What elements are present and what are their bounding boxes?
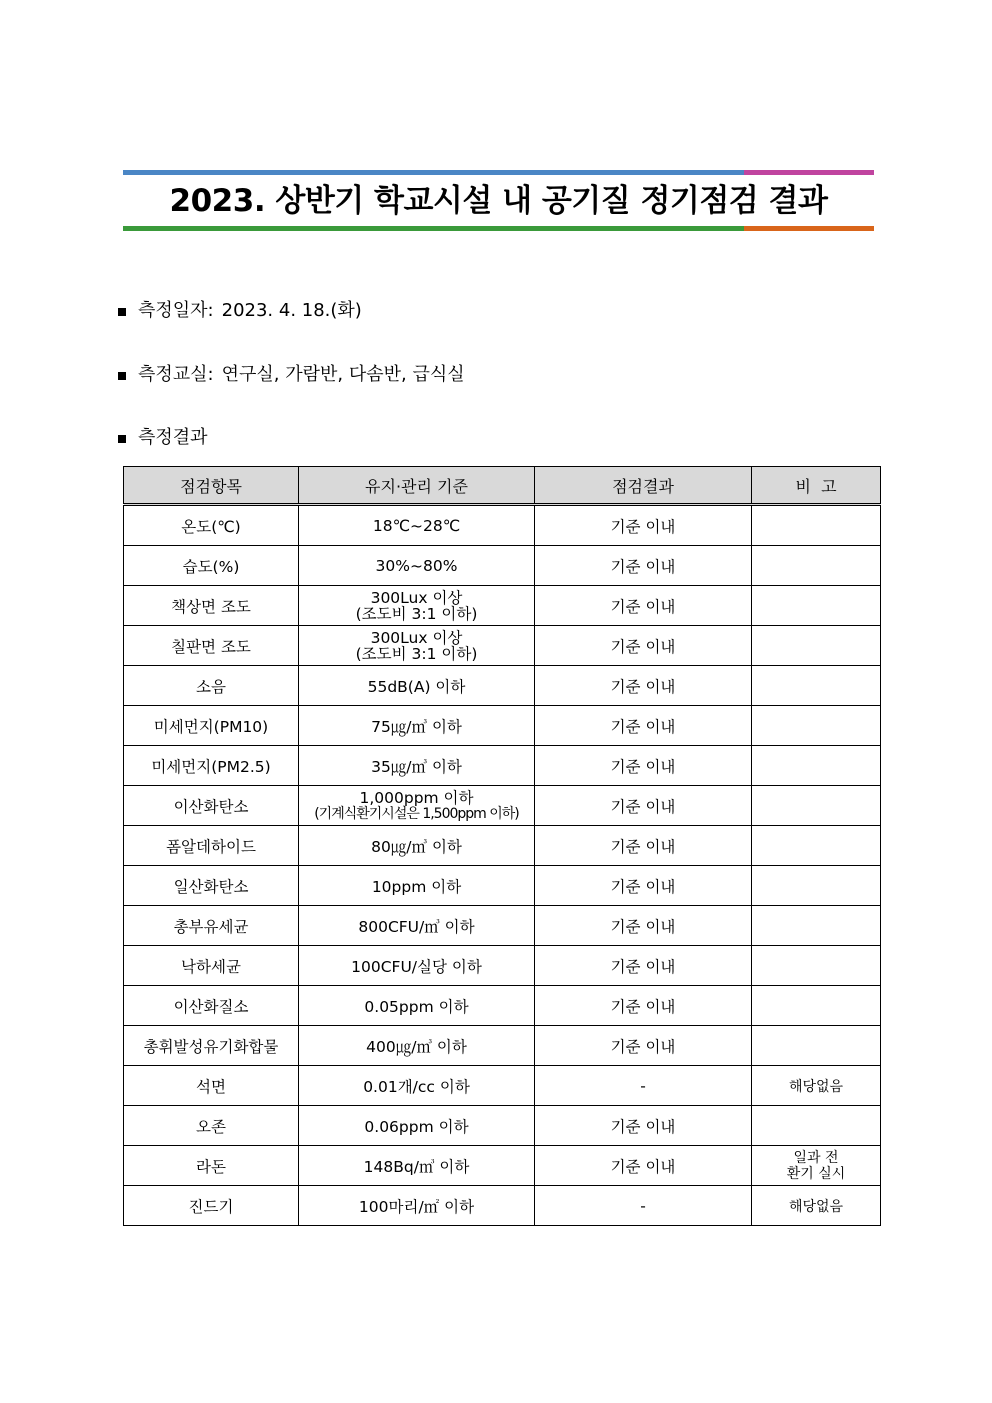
cell-result [535, 546, 752, 586]
cell-standard [299, 1146, 535, 1186]
cell-note [752, 906, 881, 946]
standard-subtext: (기계식환기시설은 1,500ppm 이하) [314, 805, 519, 822]
date-value: 2023. 4. 18.(화) [221, 300, 362, 321]
result-text: 기준 이내 [610, 997, 676, 1016]
cell-note [752, 666, 881, 706]
item-text: 미세먼지(PM2.5) [151, 757, 271, 776]
rooms-value: 연구실, 가람반, 다솜반, 급식실 [221, 364, 465, 385]
standard-text: 400㎍/㎥ 이하 [366, 1037, 467, 1056]
title-bottom-bar [123, 226, 874, 231]
result-text: 기준 이내 [610, 637, 676, 656]
cell-item [124, 706, 299, 746]
table-row [124, 505, 881, 546]
cell-note [752, 505, 881, 546]
table-row [124, 1026, 881, 1066]
results-label: 측정결과 [138, 427, 208, 448]
table-row [124, 946, 881, 986]
table-row [124, 906, 881, 946]
result-text: 기준 이내 [610, 557, 676, 576]
result-text: 기준 이내 [610, 877, 676, 896]
result-text: 기준 이내 [610, 1117, 676, 1136]
note-text: 일과 전 [793, 1149, 839, 1166]
top-bar-blue [123, 170, 744, 175]
cell-result [535, 1186, 752, 1226]
cell-note [752, 626, 881, 666]
standard-text: 80㎍/㎥ 이하 [371, 837, 462, 856]
result-text: 기준 이내 [610, 717, 676, 736]
standard-text: 55dB(A) 이하 [367, 677, 466, 696]
standard-text: 10ppm 이하 [371, 877, 462, 896]
result-text: 기준 이내 [610, 797, 676, 816]
item-text: 책상면 조도 [171, 597, 251, 616]
standard-text: 148Bq/㎥ 이하 [363, 1157, 470, 1176]
cell-standard [299, 946, 535, 986]
cell-result [535, 746, 752, 786]
results-table [123, 466, 881, 1226]
cell-note [752, 1186, 881, 1226]
item-text: 칠판면 조도 [171, 637, 251, 656]
table-row [124, 1146, 881, 1186]
cell-item [124, 946, 299, 986]
bottom-bar-green [123, 226, 744, 231]
item-text: 일산화탄소 [173, 877, 249, 896]
cell-note [752, 706, 881, 746]
cell-result [535, 1026, 752, 1066]
cell-item [124, 786, 299, 826]
cell-note [752, 1106, 881, 1146]
page-title: 2023. 상반기 학교시설 내 공기질 정기점검 결과 [169, 183, 828, 219]
cell-item [124, 866, 299, 906]
cell-note [752, 1066, 881, 1106]
note-text: 해당없음 [788, 1198, 844, 1215]
item-text: 미세먼지(PM10) [153, 717, 269, 736]
result-text: 기준 이내 [610, 837, 676, 856]
square-bullet-icon [118, 435, 126, 443]
result-text: 기준 이내 [610, 757, 676, 776]
cell-note [752, 586, 881, 626]
result-text: 기준 이내 [610, 917, 676, 936]
cell-note [752, 866, 881, 906]
cell-result [535, 1066, 752, 1106]
cell-result [535, 666, 752, 706]
cell-item [124, 826, 299, 866]
cell-note [752, 1026, 881, 1066]
cell-standard [299, 546, 535, 586]
standard-text: 300Lux 이상 [370, 588, 463, 607]
title-top-bar [123, 170, 874, 175]
cell-item [124, 666, 299, 706]
item-text: 폼알데하이드 [166, 837, 256, 856]
rooms-label: 측정교실: [138, 364, 214, 385]
cell-standard [299, 746, 535, 786]
table-row [124, 546, 881, 586]
cell-standard [299, 706, 535, 746]
cell-standard [299, 1026, 535, 1066]
result-text: - [640, 1196, 646, 1215]
cell-standard [299, 1106, 535, 1146]
cell-standard [299, 826, 535, 866]
standard-text: 100CFU/실당 이하 [351, 957, 482, 976]
table-row [124, 1106, 881, 1146]
table-row [124, 1186, 881, 1226]
table-row [124, 666, 881, 706]
result-text: 기준 이내 [610, 1157, 676, 1176]
table-row [124, 986, 881, 1026]
cell-item [124, 1186, 299, 1226]
standard-text: 800CFU/㎥ 이하 [358, 917, 475, 936]
cell-item [124, 1066, 299, 1106]
item-text: 라돈 [196, 1157, 226, 1176]
cell-result [535, 906, 752, 946]
result-text: 기준 이내 [610, 597, 676, 616]
info-rooms [118, 362, 465, 388]
cell-result [535, 826, 752, 866]
standard-text: 0.05ppm 이하 [364, 997, 469, 1016]
cell-note [752, 946, 881, 986]
cell-result [535, 1146, 752, 1186]
cell-standard [299, 1186, 535, 1226]
cell-item [124, 1106, 299, 1146]
standard-text: 0.01개/cc 이하 [363, 1077, 470, 1096]
date-label: 측정일자: [138, 300, 214, 321]
item-text: 석면 [196, 1077, 226, 1096]
cell-item [124, 505, 299, 546]
cell-result [535, 626, 752, 666]
header-note: 비 고 [752, 467, 881, 505]
standard-text: 100마리/㎡ 이하 [358, 1197, 475, 1216]
item-text: 온도(℃) [181, 517, 241, 536]
cell-result [535, 786, 752, 826]
cell-standard [299, 505, 535, 546]
header-result: 점검결과 [535, 467, 752, 505]
standard-subtext: (조도비 3:1 이하) [355, 604, 478, 623]
standard-text: 300Lux 이상 [370, 628, 463, 647]
cell-standard [299, 906, 535, 946]
cell-item [124, 546, 299, 586]
cell-standard [299, 586, 535, 626]
result-text: - [640, 1076, 646, 1095]
result-text: 기준 이내 [610, 957, 676, 976]
square-bullet-icon [118, 308, 126, 316]
square-bullet-icon [118, 372, 126, 380]
cell-standard [299, 626, 535, 666]
cell-note [752, 986, 881, 1026]
item-text: 이산화질소 [173, 997, 249, 1016]
table-row [124, 826, 881, 866]
item-text: 이산화탄소 [173, 797, 249, 816]
item-text: 총휘발성유기화합물 [143, 1037, 279, 1056]
result-text: 기준 이내 [610, 677, 676, 696]
cell-result [535, 505, 752, 546]
note-text: 해당없음 [788, 1078, 844, 1095]
cell-note [752, 786, 881, 826]
cell-note [752, 746, 881, 786]
table-body [124, 505, 881, 1226]
info-results [118, 425, 208, 451]
top-bar-magenta [744, 170, 874, 175]
cell-item [124, 986, 299, 1026]
cell-standard [299, 1066, 535, 1106]
cell-item [124, 746, 299, 786]
cell-result [535, 986, 752, 1026]
cell-note [752, 826, 881, 866]
header-item: 점검항목 [124, 467, 299, 505]
cell-result [535, 706, 752, 746]
cell-result [535, 946, 752, 986]
result-text: 기준 이내 [610, 517, 676, 536]
cell-standard [299, 786, 535, 826]
cell-result [535, 1106, 752, 1146]
header-standard: 유지·관리 기준 [299, 467, 535, 505]
standard-subtext: (조도비 3:1 이하) [355, 644, 478, 663]
item-text: 오존 [196, 1117, 226, 1136]
table-header-row [124, 467, 881, 505]
table-row [124, 786, 881, 826]
table-row [124, 1066, 881, 1106]
cell-item [124, 586, 299, 626]
table-row [124, 706, 881, 746]
cell-item [124, 906, 299, 946]
item-text: 진드기 [188, 1197, 234, 1216]
table-row [124, 586, 881, 626]
cell-item [124, 1026, 299, 1066]
result-text: 기준 이내 [610, 1037, 676, 1056]
cell-standard [299, 866, 535, 906]
standard-text: 75㎍/㎥ 이하 [371, 717, 462, 736]
table-row [124, 626, 881, 666]
note-subtext: 환기 실시 [786, 1165, 846, 1182]
standard-text: 1,000ppm 이하 [359, 788, 474, 807]
standard-text: 0.06ppm 이하 [364, 1117, 469, 1136]
info-date [118, 298, 362, 324]
cell-note [752, 546, 881, 586]
table-row [124, 746, 881, 786]
standard-text: 18℃~28℃ [372, 516, 461, 535]
table-row [124, 866, 881, 906]
cell-result [535, 586, 752, 626]
cell-standard [299, 986, 535, 1026]
item-text: 소음 [196, 677, 226, 696]
cell-item [124, 1146, 299, 1186]
item-text: 낙하세균 [181, 957, 241, 976]
cell-standard [299, 666, 535, 706]
cell-note [752, 1146, 881, 1186]
cell-item [124, 626, 299, 666]
title-block [123, 170, 874, 233]
item-text: 습도(%) [182, 557, 240, 576]
standard-text: 35㎍/㎥ 이하 [371, 757, 462, 776]
bottom-bar-orange [744, 226, 874, 231]
cell-result [535, 866, 752, 906]
standard-text: 30%~80% [375, 556, 458, 575]
item-text: 총부유세균 [173, 917, 249, 936]
